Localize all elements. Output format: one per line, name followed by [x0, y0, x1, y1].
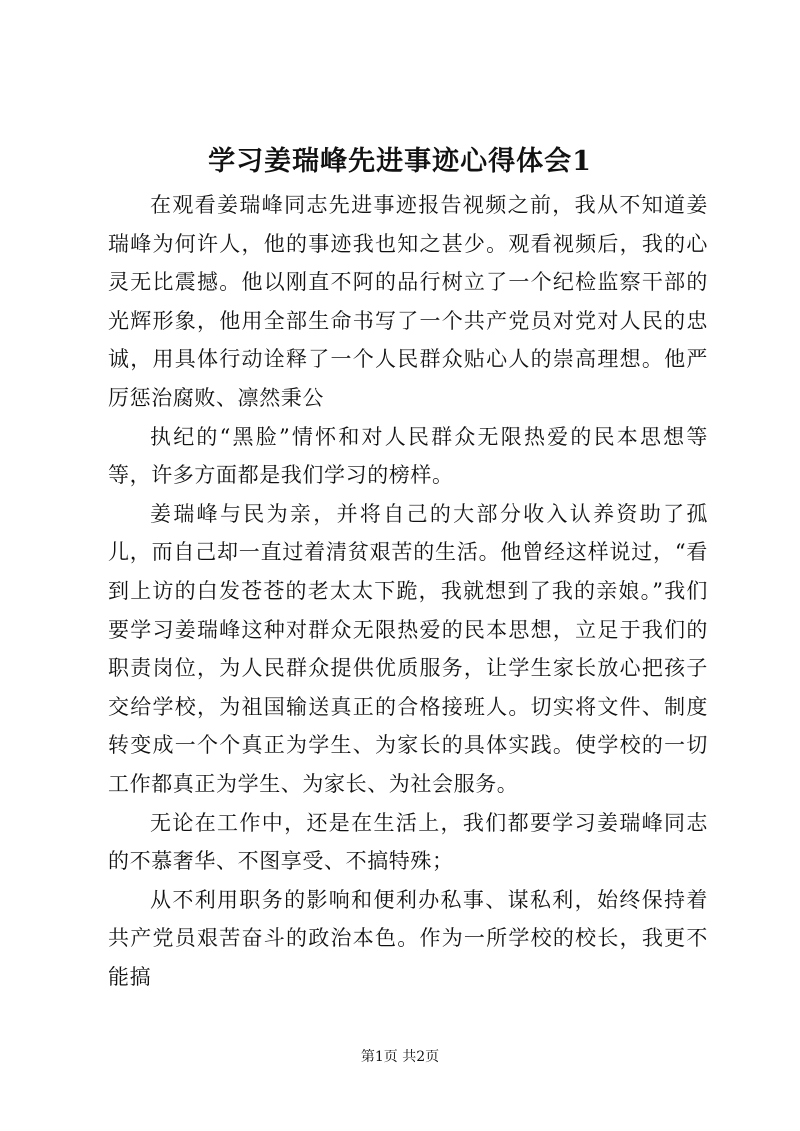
- paragraph-2: 执纪的“黑脸”情怀和对人民群众无限热爱的民本思想等等，许多方面都是我们学习的榜样。: [108, 424, 708, 488]
- paragraph-5: 从不利用职务的影响和便利办私事、谋私利，始终保持着共产党员艰苦奋斗的政治本色。作为一所学校的校长，我更不能搞: [108, 887, 708, 989]
- paragraph-3: 姜瑞峰与民为亲，并将自己的大部分收入认养资助了孤儿，而自己却一直过着清贫艰苦的生活。他曾经这样说过，“看到上访的白发苍苍的老太太下跪，我就想到了我的亲娘。”我们要学习姜瑞峰这种对群众无限热爱的民本思想，立足于我们的职责岗位，为人民群众提供优质服务，让学生家长放心把孩子交给学校，为祖国输送真正的合格接班人。切实将文件、制度转变成一个个真正为学生、为家长的具体实践。使学校的一切工作都真正为学生、为家长、为社会服务。: [108, 501, 708, 796]
- paragraph-4: 无论在工作中，还是在生活上，我们都要学习姜瑞峰同志的不慕奢华、不图享受、不搞特殊；: [108, 810, 708, 874]
- document-body: [108, 186, 708, 996]
- document-title: 学习姜瑞峰先进事迹心得体会1: [208, 146, 592, 177]
- paragraph-1: 在观看姜瑞峰同志先进事迹报告视频之前，我从不知道姜瑞峰为何许人，他的事迹我也知之甚少。观看视频后，我的心灵无比震撼。他以刚直不阿的品行树立了一个纪检监察干部的光辉形象，他用全部生命书写了一个共产党员对党对人民的忠诚，用具体行动诠释了一个人民群众贴心人的崇高理想。他严厉惩治腐败、凛然秉公: [108, 193, 708, 410]
- page-number-footer: 第1页 共2页: [360, 1049, 440, 1065]
